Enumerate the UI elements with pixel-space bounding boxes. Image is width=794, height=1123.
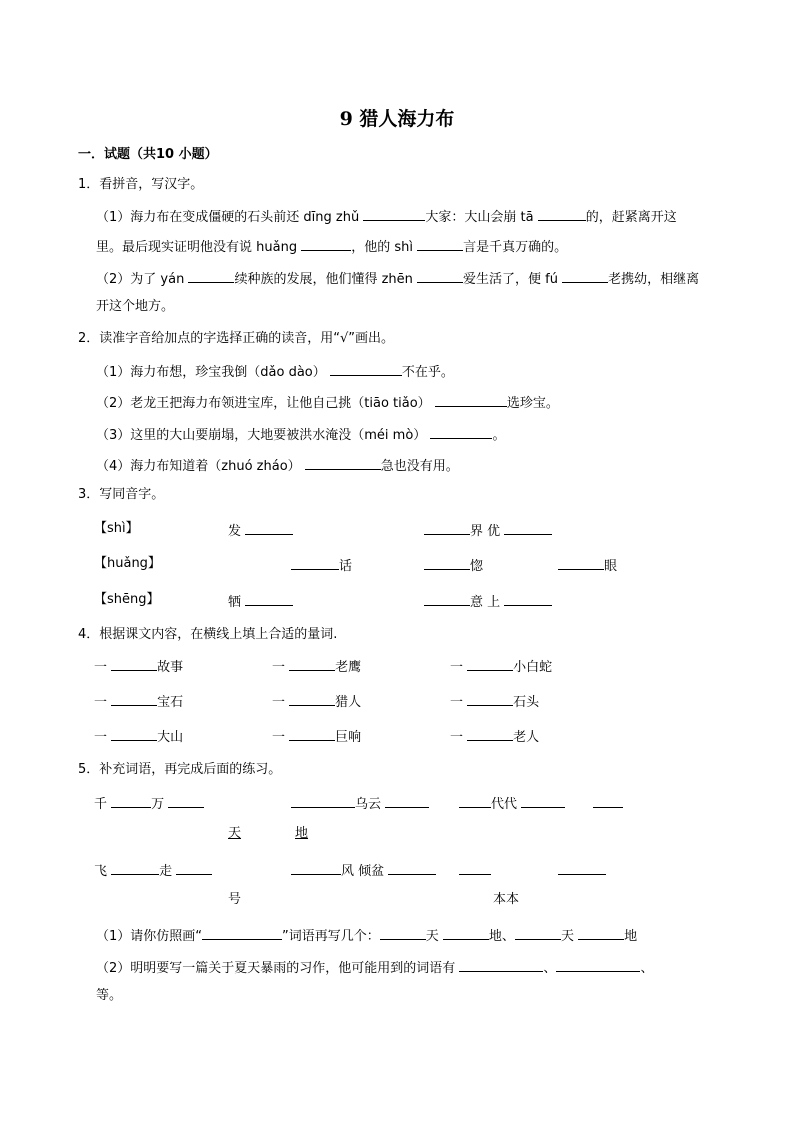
- q5-r1-b: 乌云: [291, 793, 429, 814]
- answer-blank[interactable]: [593, 793, 623, 808]
- answer-blank[interactable]: [111, 691, 157, 706]
- answer-blank[interactable]: [558, 860, 606, 875]
- answer-blank[interactable]: [289, 656, 335, 671]
- q5-hao: 号: [228, 892, 242, 907]
- answer-blank[interactable]: [289, 691, 335, 706]
- q5-r2-c: [459, 860, 491, 881]
- answer-blank[interactable]: [168, 793, 204, 808]
- q4-r1-c3: 一 小白蛇: [450, 656, 552, 677]
- answer-blank[interactable]: [578, 925, 624, 940]
- answer-blank[interactable]: [467, 656, 513, 671]
- answer-blank[interactable]: [245, 520, 293, 535]
- answer-blank[interactable]: [424, 520, 470, 535]
- q5-stem: 5．补充词语，再完成后面的练习。: [78, 762, 282, 777]
- q5-r1-c: 代代: [459, 793, 565, 814]
- q4-stem: 4．根据课文内容，在横线上填上合适的量词.: [78, 627, 338, 642]
- q5-r2-a: 飞 走: [94, 860, 212, 881]
- q4-r3-c1: 一 大山: [94, 726, 183, 747]
- answer-blank[interactable]: [459, 957, 543, 972]
- answer-blank[interactable]: [291, 555, 339, 570]
- q5-sub2: （2）明明要写一篇关于夏天暴雨的习作，他可能用到的词语有 、 、: [96, 957, 653, 978]
- q3-r1-a: 发: [228, 520, 293, 541]
- answer-blank[interactable]: [538, 206, 586, 221]
- answer-blank[interactable]: [424, 555, 470, 570]
- q2-item2: （2）老龙王把海力布领进宝库，让他自己挑（tiāo tiǎo） 选珍宝。: [96, 392, 559, 413]
- answer-blank[interactable]: [515, 925, 561, 940]
- q4-r3-c2: 一 巨响: [272, 726, 361, 747]
- answer-blank[interactable]: [305, 455, 381, 470]
- answer-blank[interactable]: [385, 793, 429, 808]
- q3-r2-a: 话: [291, 555, 352, 576]
- q1-line1: （1）海力布在变成僵硬的石头前还 dīng zhǔ 大家：大山会崩 tā 的，赶紧离开这: [96, 206, 677, 227]
- answer-blank[interactable]: [504, 591, 552, 606]
- answer-blank[interactable]: [562, 268, 608, 283]
- answer-blank[interactable]: [417, 236, 463, 251]
- answer-blank[interactable]: [459, 793, 491, 808]
- answer-blank[interactable]: [111, 860, 159, 875]
- q3-r3-a: 牺: [228, 591, 293, 612]
- q5-sub2-end: 等。: [96, 988, 123, 1003]
- q1-line2: 里。最后现实证明他没有说 huǎng ，他的 shì 言是千真万确的。: [96, 236, 567, 257]
- q1-line3: （2）为了 yán 续种族的发展，他们懂得 zhēn 爱生活了，便 fú 老携幼，相继离: [96, 268, 699, 289]
- q3-r2-c: 眼: [558, 555, 617, 576]
- answer-blank[interactable]: [111, 656, 157, 671]
- q3-label-shi: 【shì】: [94, 521, 139, 536]
- q4-r2-c1: 一 宝石: [94, 691, 183, 712]
- answer-blank[interactable]: [467, 726, 513, 741]
- q2-item1: （1）海力布想，珍宝我倒（dǎo dào） 不在乎。: [96, 361, 454, 382]
- section-heading: 一．试题（共10 小题）: [78, 147, 218, 162]
- answer-blank[interactable]: [245, 591, 293, 606]
- q4-r1-c2: 一 老鹰: [272, 656, 361, 677]
- q5-r2-b: 风 倾盆: [291, 860, 436, 881]
- answer-blank[interactable]: [504, 520, 552, 535]
- answer-blank[interactable]: [291, 793, 355, 808]
- answer-blank[interactable]: [467, 691, 513, 706]
- q3-r1-b: 界 优: [424, 520, 552, 541]
- q5-sub1: （1）请你仿照画“ ”词语再写几个： 天 地、 天 地: [96, 925, 637, 946]
- q3-label-huang: 【huǎng】: [94, 556, 161, 571]
- answer-blank[interactable]: [417, 268, 463, 283]
- answer-blank[interactable]: [289, 726, 335, 741]
- q4-r1-c1: 一 故事: [94, 656, 183, 677]
- answer-blank[interactable]: [435, 392, 507, 407]
- answer-blank[interactable]: [111, 726, 157, 741]
- q2-item4: （4）海力布知道着（zhuó zháo） 急也没有用。: [96, 455, 459, 476]
- answer-blank[interactable]: [291, 860, 341, 875]
- q5-r1-d: [593, 793, 623, 814]
- answer-blank[interactable]: [558, 555, 604, 570]
- page-title: 9 猎人海力布: [339, 108, 455, 130]
- q1-stem: 1．看拼音，写汉字。: [78, 177, 204, 192]
- answer-blank[interactable]: [430, 424, 492, 439]
- q5-r1-a: 千 万: [94, 793, 204, 814]
- answer-blank[interactable]: [111, 793, 151, 808]
- q3-r2-b: 惚: [424, 555, 483, 576]
- q3-stem: 3．写同音字。: [78, 487, 165, 502]
- q5-benben: 本本: [493, 892, 520, 907]
- q4-r2-c2: 一 猎人: [272, 691, 361, 712]
- answer-blank[interactable]: [388, 860, 436, 875]
- answer-blank[interactable]: [459, 860, 491, 875]
- q1-line4: 开这个地方。: [96, 299, 175, 314]
- q4-r2-c3: 一 石头: [450, 691, 539, 712]
- answer-blank[interactable]: [301, 236, 351, 251]
- answer-blank[interactable]: [330, 361, 402, 376]
- answer-blank[interactable]: [188, 268, 234, 283]
- q2-stem: 2．读准字音给加点的字选择正确的读音，用“√”画出。: [78, 331, 395, 346]
- answer-blank[interactable]: [363, 206, 425, 221]
- answer-blank[interactable]: [202, 925, 282, 940]
- answer-blank[interactable]: [443, 925, 489, 940]
- q5-tiandi-example: 天 地: [228, 826, 309, 841]
- answer-blank[interactable]: [521, 793, 565, 808]
- q5-r2-d: [558, 860, 606, 881]
- answer-blank[interactable]: [424, 591, 470, 606]
- answer-blank[interactable]: [556, 957, 640, 972]
- q3-label-sheng: 【shēng】: [94, 592, 160, 607]
- answer-blank[interactable]: [380, 925, 426, 940]
- q4-r3-c3: 一 老人: [450, 726, 539, 747]
- answer-blank[interactable]: [176, 860, 212, 875]
- q3-r3-b: 意 上: [424, 591, 552, 612]
- q2-item3: （3）这里的大山要崩塌，大地要被洪水淹没（méi mò） 。: [96, 424, 505, 445]
